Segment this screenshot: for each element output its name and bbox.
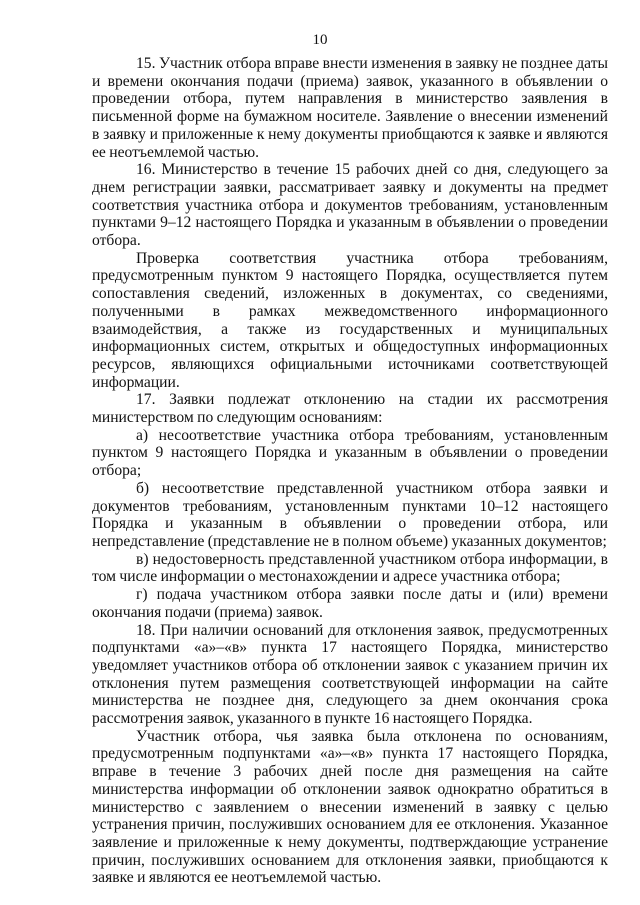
paragraph-item-16: 16. Министерство в течение 15 рабочих дней со дня, следующего за днем регистрации заявки, рассматривает заявку и документы на предмет соответствия участника отбора и документов требованиям, установленным пунктами 9–12 настоящего Порядка и указанным в объявлении о проведении отбора. bbox=[92, 161, 608, 250]
paragraph-item-17-g: г) подача участником отбора заявки после даты и (или) времени окончания подачи (приема) заявок. bbox=[92, 586, 608, 621]
document-body bbox=[92, 55, 608, 887]
paragraph-item-17-b: б) несоответствие представленной участником отбора заявки и документов требованиям, установленным пунктами 10–12 настоящего Порядка и указанным в объявлении о проведении отбора, или непредставление (представление не в полном объеме) указанных документов; bbox=[92, 479, 608, 550]
paragraph-item-18: 18. При наличии оснований для отклонения заявок, предусмотренных подпунктами «а»–«в» пункта 17 настоящего Порядка, министерство уведомляет участников отбора об отклонении заявок с указанием причин их отклонения путем размещения соответствующей информации на сайте министерства не позднее дня, следующего за днем окончания срока рассмотрения заявок, указанного в пункте 16 настоящего Порядка. bbox=[92, 621, 608, 728]
paragraph-item-17-a: а) несоответствие участника отбора требованиям, установленным пунктом 9 настоящего Порядка и указанным в объявлении о проведении отбора; bbox=[92, 426, 608, 480]
paragraph-resubmission: Участник отбора, чья заявка была отклонена по основаниям, предусмотренным подпунктами «а»–«в» пункта 17 настоящего Порядка, вправе в течение 3 рабочих дней после дня размещения на сайте министерства информации об отклонении заявок однократно обратиться в министерство с заявлением о внесении изменений в заявку с целью устранения причин, послуживших основанием для ее отклонения. Указанное заявление и приложенные к нему документы, подтверждающие устранение причин, послуживших основанием для отклонения заявки, приобщаются к заявке и являются ее неотъемлемой частью. bbox=[92, 727, 608, 887]
paragraph-item-17: 17. Заявки подлежат отклонению на стадии их рассмотрения министерством по следующим основаниям: bbox=[92, 391, 608, 427]
page-number: 10 bbox=[312, 32, 328, 48]
paragraph-item-17-v: в) недостоверность представленной участником отбора информации, в том числе информации о местонахождении и адресе участника отбора; bbox=[92, 550, 608, 586]
paragraph-verification: Проверка соответствия участника отбора требованиям, предусмотренным пунктом 9 настоящего Порядка, осуществляется путем сопоставления сведений, изложенных в документах, со сведениями, полученными в рамках межведомственного информационного взаимодействия, а также из государственных и муниципальных информационных систем, открытых и общедоступных информационных ресурсов, являющихся официальными источниками соответствующей информации. bbox=[92, 249, 608, 391]
paragraph-item-15: 15. Участник отбора вправе внести изменения в заявку не позднее даты и времени окончания подачи (приема) заявок, указанного в объявлении о проведении отбора, путем направления в министерство заявления в письменной форме на бумажном носителе. Заявление о внесении изменений в заявку и приложенные к нему документы приобщаются к заявке и являются ее неотъемлемой частью. bbox=[92, 55, 608, 161]
